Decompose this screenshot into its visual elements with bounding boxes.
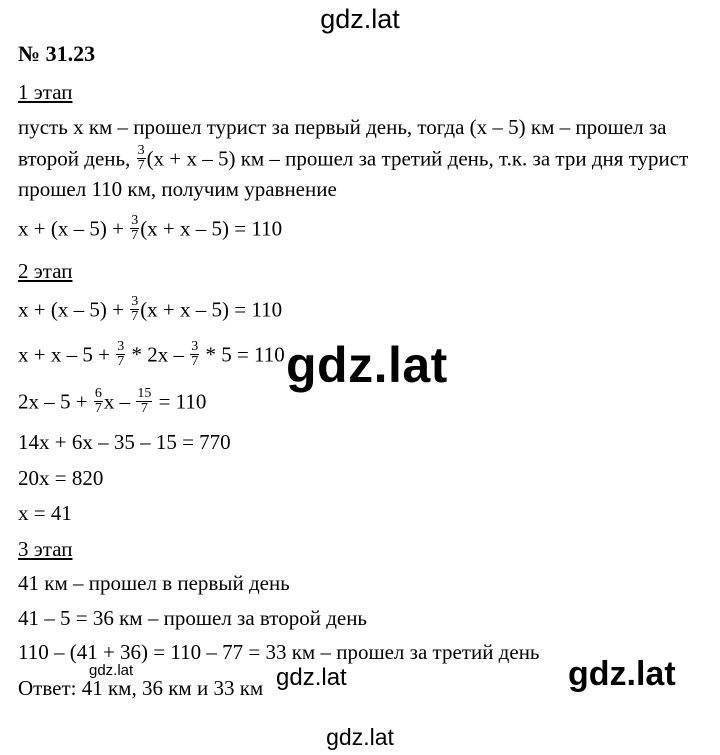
fraction-denominator: 7 [140,401,148,416]
fraction-denominator: 7 [94,401,102,416]
fraction-numerator: 3 [191,339,199,354]
fraction-denominator: 7 [117,354,125,369]
fraction-numerator: 3 [137,143,145,158]
fraction-numerator: 3 [117,339,125,354]
fraction [137,144,146,173]
stage-3-line-2: 41 – 5 = 36 км – прошел за второй день [18,606,368,630]
text-segment: (x + x – 5) км – прошел за третий день, т.к. за три дня турист [146,146,689,171]
stage-1-label: 1 этап [18,80,73,104]
problem-number: № 31.23 [18,41,96,66]
stage-3-line-3: 110 – (41 + 36) = 110 – 77 = 33 км – прошел за третий день [18,640,540,664]
stage-2-equation-1 [18,294,283,326]
fraction [190,340,199,369]
fraction [130,214,139,243]
stage-2-equation-2 [18,339,285,371]
stage-3-label: 3 этап [18,537,73,561]
fraction [136,387,152,416]
watermark-center: gdz.lat [286,337,448,393]
fraction [94,387,103,416]
stage-2-equation-4: 14x + 6x – 35 – 15 = 770 [18,430,231,454]
fraction-denominator: 7 [131,309,139,324]
fraction-denominator: 7 [191,354,199,369]
text-segment: x + (x – 5) + [18,297,130,322]
stage-3-line-1: 41 км – прошел в первый день [18,571,290,595]
stage-1-text-line-1: пусть x км – прошел турист за первый день, тогда (x – 5) км – прошел за [18,115,667,139]
stage-1-equation [18,213,283,245]
text-segment: x – [103,389,136,414]
text-segment: (x + x – 5) = 110 [140,297,283,322]
stage-2-equation-5: 20x = 820 [18,466,104,490]
fraction [116,340,125,369]
fraction-numerator: 3 [131,213,139,228]
stage-1-text-line-2 [18,143,689,175]
text-segment: * 2x – [126,342,190,367]
text-segment: x + (x – 5) + [18,216,130,241]
text-segment: x + x – 5 + [18,342,116,367]
fraction-denominator: 7 [137,158,145,173]
stage-2-equation-3 [18,386,207,418]
watermark-mid: gdz.lat [276,664,347,691]
watermark-top: gdz.lat [320,4,400,34]
answer: Ответ: 41 км, 36 км и 33 км [18,676,264,700]
fraction-numerator: 15 [137,386,152,401]
text-segment: второй день, [18,146,136,171]
stage-1-text-line-3: прошел 110 км, получим уравнение [18,177,337,201]
stage-2-label: 2 этап [18,259,73,283]
text-segment: (x + x – 5) = 110 [140,216,283,241]
fraction-numerator: 6 [94,386,102,401]
fraction-denominator: 7 [131,228,139,243]
fraction [130,295,139,324]
watermark-right: gdz.lat [568,655,676,693]
watermark-bottom: gdz.lat [326,724,394,750]
text-segment: 2x – 5 + [18,389,93,414]
watermark-small: gdz.lat [89,662,134,679]
stage-2-equation-6: x = 41 [18,501,72,525]
fraction-numerator: 3 [131,294,139,309]
text-segment: * 5 = 110 [200,342,285,367]
text-segment: = 110 [153,389,207,414]
